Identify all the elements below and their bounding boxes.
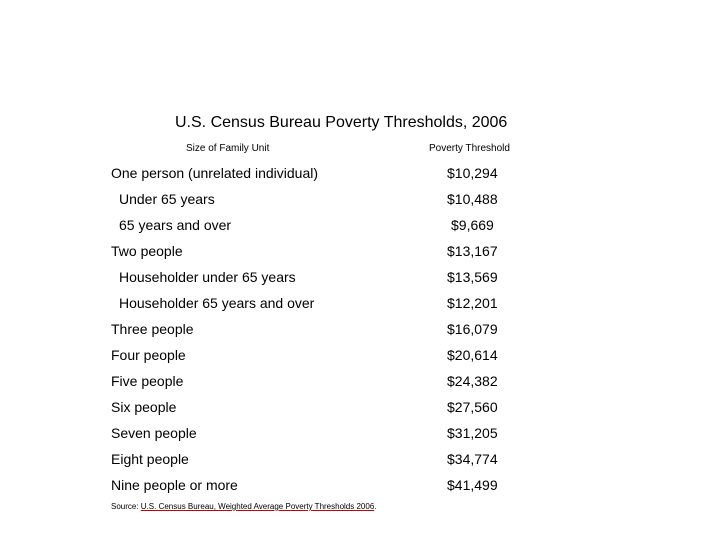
row-value: $16,079: [447, 321, 498, 337]
row-label: Under 65 years: [119, 191, 215, 207]
row-label: Five people: [111, 373, 184, 389]
table-row: [0, 269, 720, 295]
table-row: [0, 477, 720, 503]
row-label: Householder 65 years and over: [119, 295, 315, 311]
row-label: Nine people or more: [111, 477, 238, 493]
row-value: $10,488: [447, 191, 498, 207]
row-value: $27,560: [447, 399, 498, 415]
row-label: Seven people: [111, 425, 197, 441]
table-row: [0, 425, 720, 451]
table-row: [0, 347, 720, 373]
table-row: [0, 217, 720, 243]
row-label: One person (unrelated individual): [111, 165, 319, 181]
row-value: $24,382: [447, 373, 498, 389]
source-link[interactable]: U.S. Census Bureau, Weighted Average Poverty Thresholds 2006: [140, 502, 375, 511]
table-row: [0, 451, 720, 477]
table-row: [0, 243, 720, 269]
row-label: Householder under 65 years: [119, 269, 296, 285]
column-header-threshold: Poverty Threshold: [429, 143, 510, 154]
table-row: [0, 295, 720, 321]
row-value: $9,669: [451, 217, 494, 233]
row-value: $12,201: [447, 295, 498, 311]
source-prefix: Source:: [111, 502, 141, 511]
row-value: $20,614: [447, 347, 498, 363]
column-header-size: Size of Family Unit: [186, 143, 270, 154]
table-row: [0, 191, 720, 217]
source-suffix: .: [374, 502, 377, 511]
row-value: $13,167: [447, 243, 498, 259]
table-row: [0, 373, 720, 399]
row-value: $41,499: [447, 477, 498, 493]
table-row: [0, 321, 720, 347]
page-title: U.S. Census Bureau Poverty Thresholds, 2006: [175, 114, 508, 131]
row-value: $34,774: [447, 451, 498, 467]
row-label: Eight people: [111, 451, 189, 467]
row-label: Three people: [111, 321, 194, 337]
row-value: $31,205: [447, 425, 498, 441]
row-value: $10,294: [447, 165, 498, 181]
row-label: 65 years and over: [119, 217, 232, 233]
table-row: [0, 165, 720, 191]
row-label: Two people: [111, 243, 183, 259]
row-label: Four people: [111, 347, 186, 363]
source-note: [111, 502, 377, 511]
row-value: $13,569: [447, 269, 498, 285]
table-row: [0, 399, 720, 425]
row-label: Six people: [111, 399, 177, 415]
